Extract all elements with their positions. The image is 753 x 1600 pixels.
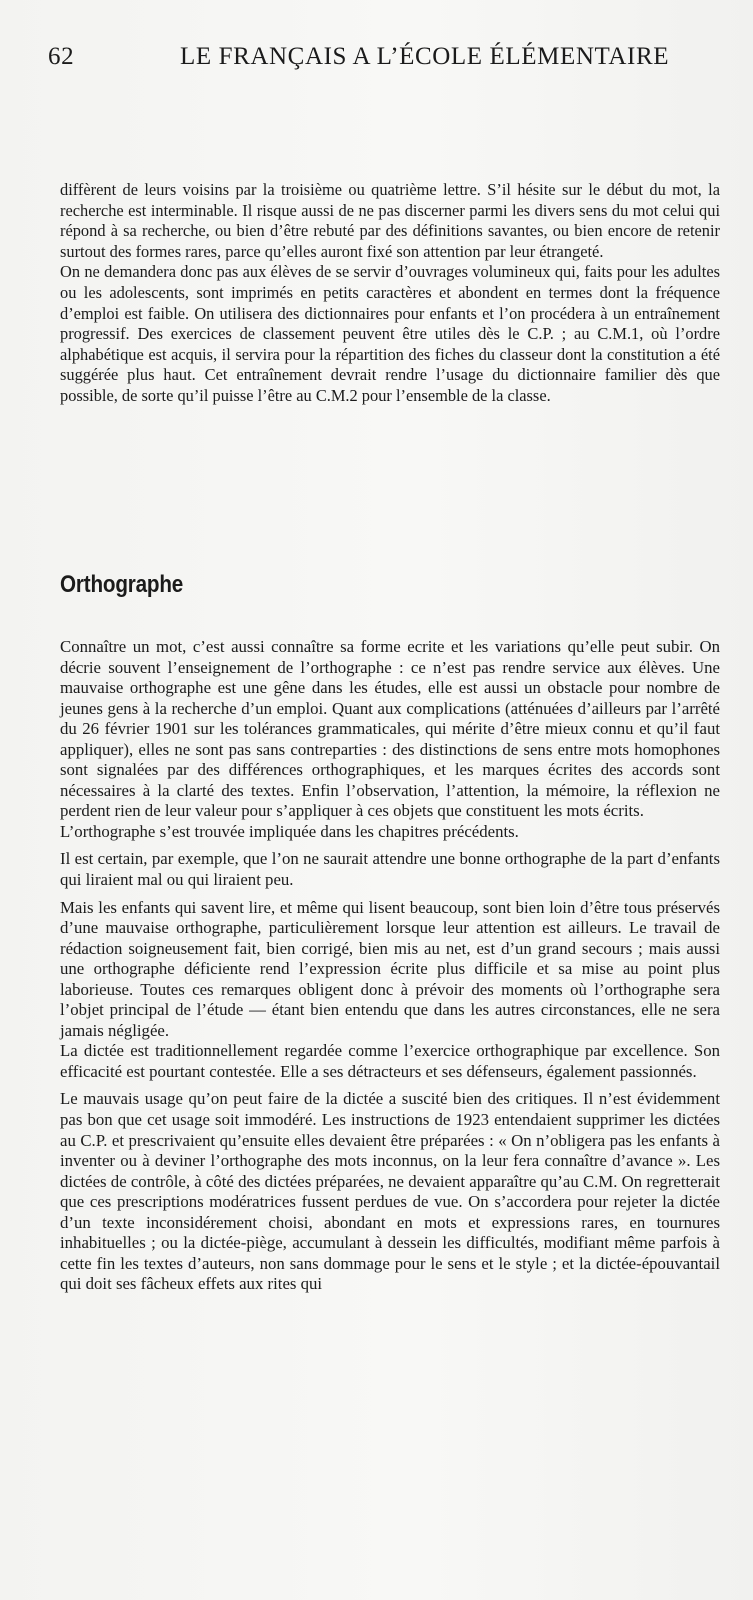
- section-heading-orthographe: Orthographe: [60, 571, 184, 598]
- page-number: 62: [48, 43, 75, 70]
- orthographe-section-text: [60, 637, 720, 1295]
- paragraph-dictation-tradition: La dictée est traditionnellement regardée comme l’exercice orthographique par excellence. Son efficacité est pourtant contestée. Elle a ses détracteurs et ses défenseurs, également passionnés.: [60, 1041, 720, 1081]
- paragraph-reading-link: Il est certain, par exemple, que l’on ne saurait attendre une bonne orthographe de la part d’enfants qui liraient mal ou qui liraient peu.: [60, 849, 720, 890]
- intro-text: [60, 180, 720, 407]
- paragraph-dictionary-difficulties: diffèrent de leurs voisins par la troisième ou quatrième lettre. S’il hésite sur le début du mot, la recherche est interminable. Il risque aussi de ne pas discerner parmi les divers sens du mot celui qui répond à sa recherche, ou bien d’être rebuté par des définitions savantes, ou bien encore de retenir surtout des formes rares, parce qu’elles auront fixé son attention par leur étrangeté.: [60, 180, 720, 261]
- running-head: [48, 40, 721, 74]
- running-title: LE FRANÇAIS A L’ÉCOLE ÉLÉMENTAIRE: [180, 43, 670, 70]
- paragraph-dictation-misuse: Le mauvais usage qu’on peut faire de la dictée a suscité bien des critiques. Il n’est évidemment pas bon que cet usage soit immodéré. Les instructions de 1923 entendaient supprimer les dictées au C.P. et prescrivaient qu’ensuite elles devaient être préparées : « On n’obligera pas les enfants à inventer ou à deviner l’orthographe des mots inconnus, on la leur fera connaître d’avance ». Les dictées de contrôle, à côté des dictées préparées, ne devaient apparaître qu’au C.M. On regretterait que ces prescriptions modératrices fussent perdues de vue. On s’accordera pour rejeter la dictée d’un texte inconsidérement choisi, abondant en mots et expressions rares, en tournures inhabituelles ; ou la dictée-piège, accumulant à dessein les difficultés, modifiant même parfois à cette fin les textes d’auteurs, non sans dommage pour le sens et le style ; et la dictée-épouvantail qui doit ses fâcheux effets aux rites qui: [60, 1089, 720, 1294]
- paragraph-knowing-words: Connaître un mot, c’est aussi connaître sa forme ecrite et les variations qu’elle peut subir. On décrie souvent l’enseignement de l’orthographe : ce n’est pas rendre service aux élèves. Une mauvaise orthographe est une gêne dans les études, elle est aussi un obstacle pour nombre de jeunes gens à la recherche d’un emploi. Quant aux complications (atténuées d’ailleurs par l’arrêté du 26 février 1901 sur les tolérances grammaticales, qui mérite d’être mieux connu et qu’il faut appliquer), elles ne sont pas sans contreparties : des distinctions de sens entre mots homophones sont signalées par des différences orthographiques, et les marques écrites des accords sont nécessaires à la clarté des textes. Enfin l’observation, l’attention, la mémoire, la réflexion ne perdent rien de leur valeur pour s’appliquer à ces objets que constituent les mots écrits.: [60, 637, 720, 821]
- paragraph-dictionary-training: On ne demandera donc pas aux élèves de se servir d’ouvrages volumineux qui, faits pour les adultes ou les adolescents, sont imprimés en petits caractères et abondent en termes dont la fréquence d’emploi est faible. On utilisera des dictionnaires pour enfants et l’on procédera à un entraînement progressif. Des exercices de classement peuvent être utiles dès le C.P. ; au C.M.1, où l’ordre alphabétique est acquis, il servira pour la répartition des fiches du classeur dont la constitution a été suggérée plus haut. Cet entraînement devrait rendre l’usage du dictionnaire familier dès que possible, de sorte qu’il puisse l’être au C.M.2 pour l’ensemble de la classe.: [60, 262, 720, 405]
- paragraph-previous-chapters: L’orthographe s’est trouvée impliquée dans les chapitres précédents.: [60, 821, 519, 841]
- paragraph-good-readers: Mais les enfants qui savent lire, et même qui lisent beaucoup, sont bien loin d’être tous préservés d’une mauvaise orthographe, particulièrement lorsque leur attention est ailleurs. Le travail de rédaction soigneusement fait, bien corrigé, bien mis au net, est d’un grand secours ; mais aussi une orthographe déficiente rend l’expression écrite plus difficile et sa mise au point plus laborieuse. Toutes ces remarques obligent donc à prévoir des moments où l’orthographe sera l’objet principal de l’étude — étant bien entendu que dans les autres circonstances, elle ne sera jamais négligée.: [60, 897, 720, 1040]
